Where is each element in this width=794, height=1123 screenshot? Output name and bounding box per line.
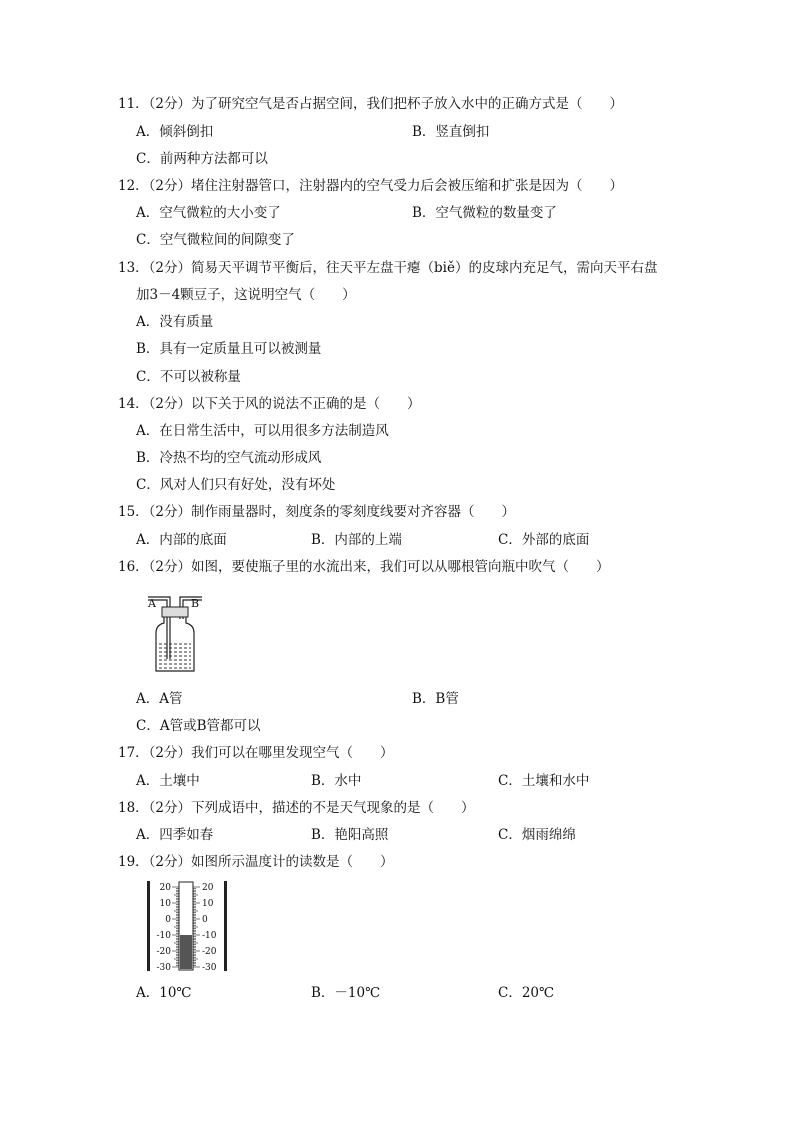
q13-stem-line2: 加3－4颗豆子，这说明空气（ ） (136, 287, 356, 303)
q19-stem: 19．（2分）如图所示温度计的读数是（ ） (118, 854, 394, 870)
tick-label-left: 20 (159, 883, 171, 893)
q15-option-a[interactable]: A．内部的底面 (136, 532, 227, 548)
q17-option-c[interactable]: C．土壤和水中 (498, 773, 590, 789)
q16-option-b[interactable]: B．B管 (412, 691, 459, 707)
q18-option-b[interactable]: B．艳阳高照 (311, 827, 389, 843)
tick-label-right: -20 (202, 947, 217, 957)
q12-option-a[interactable]: A．空气微粒的大小变了 (136, 205, 281, 221)
thermometer-figure (145, 879, 231, 973)
q18-stem: 18．（2分）下列成语中，描述的不是天气现象的是（ ） (118, 800, 475, 816)
q15-option-c[interactable]: C．外部的底面 (498, 532, 590, 548)
q12-option-c[interactable]: C．空气微粒间的间隙变了 (136, 232, 295, 248)
q19-option-b[interactable]: B．－10℃ (311, 985, 381, 1001)
tick-label-left: 0 (165, 915, 171, 925)
q11-stem: 11．（2分）为了研究空气是否占据空间，我们把杯子放入水中的正确方式是（ ） (118, 96, 624, 112)
q17-stem: 17．（2分）我们可以在哪里发现空气（ ） (118, 745, 394, 761)
tick-label-left: 10 (159, 899, 171, 909)
q18-option-a[interactable]: A．四季如春 (136, 827, 214, 843)
q13-option-b[interactable]: B．具有一定质量且可以被测量 (136, 341, 322, 357)
q11-option-a[interactable]: A．倾斜倒扣 (136, 124, 214, 140)
q19-option-a[interactable]: A．10℃ (136, 985, 192, 1001)
tick-label-left: -30 (156, 963, 171, 973)
tick-label-right: 0 (202, 915, 208, 925)
stopper (162, 607, 188, 617)
q14-option-c[interactable]: C．风对人们只有好处，没有坏处 (136, 477, 336, 493)
q19-option-c[interactable]: C．20℃ (498, 985, 555, 1001)
q16-stem: 16．（2分）如图，要使瓶子里的水流出来，我们可以从哪根管向瓶中吹气（ ） (118, 559, 610, 575)
q13-option-a[interactable]: A．没有质量 (136, 314, 214, 330)
q13-option-c[interactable]: C．不可以被称量 (136, 369, 241, 385)
water (159, 644, 191, 668)
q11-option-b[interactable]: B．竖直倒扣 (412, 124, 490, 140)
q14-option-a[interactable]: A．在日常生活中，可以用很多方法制造风 (136, 423, 389, 439)
q13-stem-line1: 13．（2分）简易天平调节平衡后，往天平左盘干瘪（biě）的皮球内充足气，需向天平右盘 (118, 260, 658, 276)
q16-option-a[interactable]: A．A管 (136, 691, 183, 707)
thermometer-frame-left (147, 881, 150, 971)
q11-option-c[interactable]: C．前两种方法都可以 (136, 151, 268, 167)
tick-label-right: -10 (202, 931, 217, 941)
q12-option-b[interactable]: B．空气微粒的数量变了 (412, 205, 557, 221)
q14-option-b[interactable]: B．冷热不均的空气流动形成风 (136, 450, 322, 466)
thermometer-frame-right (224, 881, 227, 971)
tick-label-right: -30 (202, 963, 217, 973)
q15-stem: 15．（2分）制作雨量器时，刻度条的零刻度线要对齐容器（ ） (118, 504, 516, 520)
q17-option-b[interactable]: B．水中 (311, 773, 362, 789)
q15-option-b[interactable]: B．内部的上端 (311, 532, 402, 548)
q18-option-c[interactable]: C．烟雨绵绵 (498, 827, 576, 843)
fig-label-a: A (148, 597, 156, 610)
tick-label-left: -20 (156, 947, 171, 957)
fig-label-b: B (191, 597, 200, 610)
tick-label-right: 20 (202, 883, 214, 893)
tick-label-right: 10 (202, 899, 214, 909)
q17-option-a[interactable]: A．土壤中 (136, 773, 200, 789)
wash-bottle-figure (144, 593, 206, 675)
q16-option-c[interactable]: C．A管或B管都可以 (136, 718, 261, 734)
q14-stem: 14．（2分）以下关于风的说法不正确的是（ ） (118, 396, 421, 412)
tick-label-left: -10 (156, 931, 171, 941)
q12-stem: 12．（2分）堵住注射器管口，注射器内的空气受力后会被压缩和扩张是因为（ ） (118, 178, 624, 194)
thermometer-mercury (180, 935, 192, 969)
